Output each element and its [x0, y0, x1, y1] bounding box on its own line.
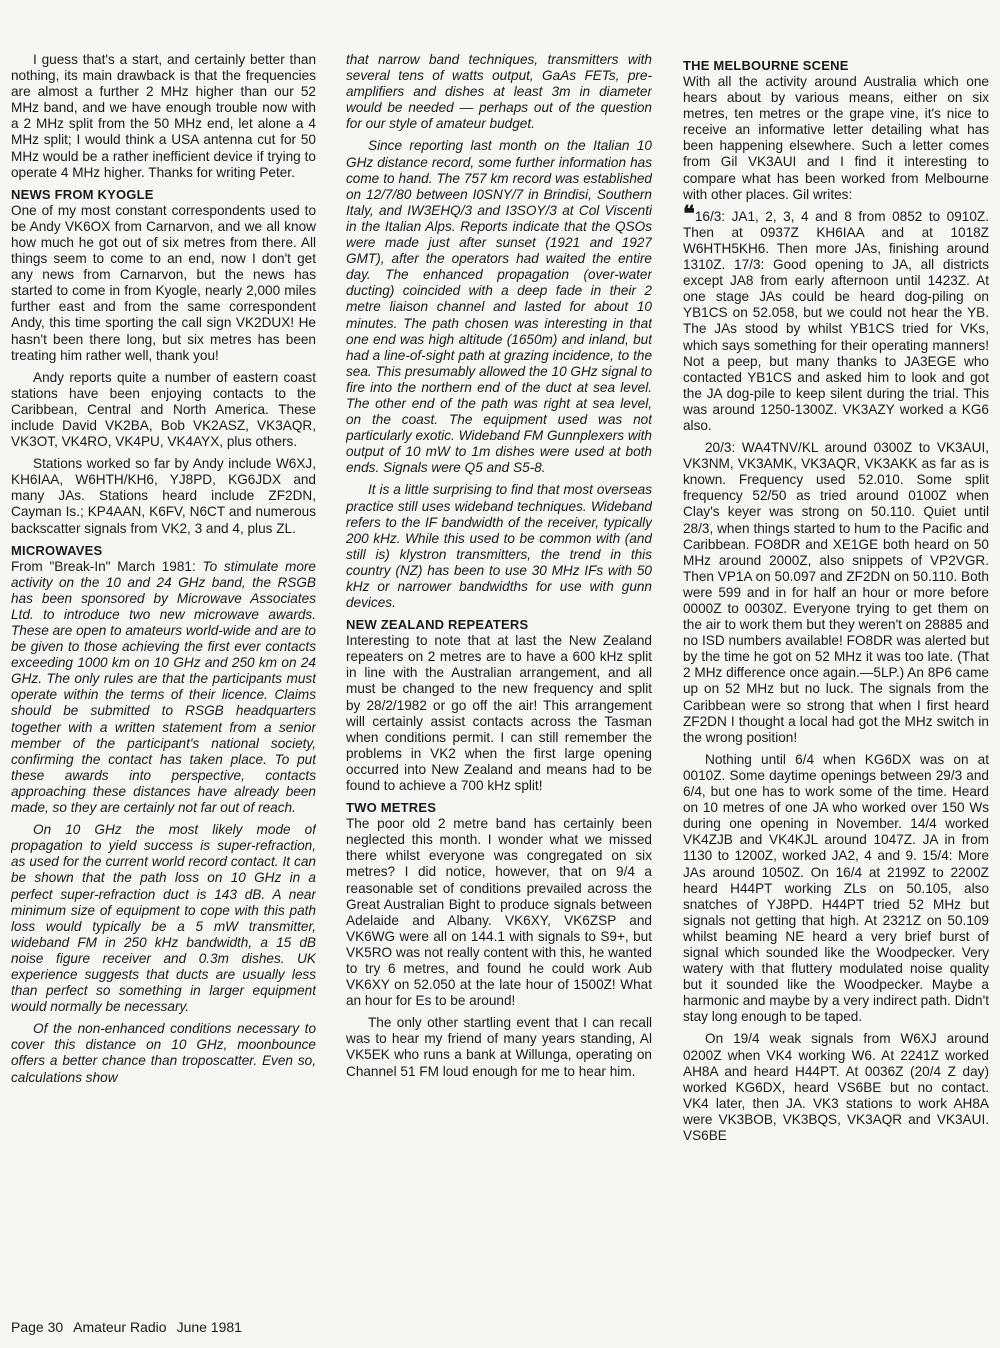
heading-melbourne-scene: THE MELBOURNE SCENE	[683, 58, 849, 73]
italian-record-paragraph: Since reporting last month on the Italian 10 GHz distance record, some further information has come to hand. The 757 km record was established on 12/7/80 between I0SNY/7 in Brindisi, Southern Italy, and IW3EHQ/3 and I3SOY/3 at Col Viscenti in the Italian Alps. Reports indicate that the QSOs were made just after sunset (1921 and 1927 GMT), after the operators had waited the entire day. The enhanced propagation (over-water ducting) coincided with a deep fade in their 2 metre liaison channel and lasted for about 10 minutes. The path chosen was interesting in that one end was high altitude (1650m) and inland, but had a line-of-sight path at grazing incidence, to the sea. This presumably allowed the 10 GHz signal to fire into the northern end of the duct at sea level. The other end of the path was right at sea level, on the coast. The equipment used was not particularly exotic. Wideband FM Gunnplexers with output of 10 mW to 1m dishes were used at both ends. Signals were Q5 and S5-8.	[346, 138, 652, 476]
column-1	[11, 52, 316, 1092]
microwaves-paragraph-2: On 10 GHz the most likely mode of propagation to yield success is super-refraction, as used for the current world record contact. It can be shown that the path loss on 10 GHz in a perfect super-refraction duct is 143 dB. A near minimum size of equipment to cope with this path loss would typically be a 5 mW transmitter, wideband FM in 250 kHz bandwidth, a 15 dB noise figure receiver and 0.3m dishes. UK experience suggests that ducts are usually less than perfect so something in larger equipment would normally be necessary.	[11, 822, 316, 1015]
letter-paragraph-16-3	[683, 200, 989, 434]
heading-microwaves: MICROWAVES	[11, 542, 103, 558]
heading-new-zealand-repeaters: NEW ZEALAND REPEATERS	[346, 617, 529, 633]
two-metres-paragraph-2: The only other startling event that I can recall was to hear my friend of many years standing, Al VK5EK who runs a bank at Willunga, operating on Channel 51 FM loud enough for me to hear him.	[346, 1015, 652, 1079]
footer-magazine-title: Amateur Radio	[73, 1319, 167, 1335]
letter-paragraph-20-3: 20/3: WA4TNV/KL around 0300Z to VK3AUI, VK3NM, VK3AMK, VK3AQR, VK3AKK as far as is known. Frequency used 52.010. Some split frequency 52/50 as tried around 0100Z when Clay's keyer was strong on 50.110. Quiet until 28/3, when things started to hum to the Pacific and Caribbean. FO8DR and XE1GE both heard on 50 MHz around 2000Z, also snippets of VP2VGR. Then VP1A on 50.097 and ZF2DN on 50.110. Both were 599 and in for half an hour or more before 0000Z to 0030Z. Everyone trying to get them on the air to work them but they weren't on 28885 and no ISD numbers available! FO8DR was alerted but by the time he got on 52 MHz it was too late. (That 2 MHz difference once again.—5LP.) An 8P6 came up on 52 MHz but no luck. The signals from the Caribbean were so strong that when I first heard ZF2DN I thought a local had got the MHz switch in the wrong position!	[683, 440, 989, 745]
heading-two-metres: TWO METRES	[346, 800, 437, 816]
letter-text-16-3: 16/3: JA1, 2, 3, 4 and 8 from 0852 to 0910Z. Then at 0937Z KH6IAA and at 1018Z W6HTH5KH6. Then more JAs, finishing around 1310Z. 17/3: Good opening to JA, all districts except JA8 from early afternoon until 1423Z. At one stage JAs could be heard dog-piling on YB1CS on 52.058, but we could not hear the YB. The JAs stood by whilst YB1CS tried for VKs, which says something for their operating manners! Not a peep, but many thanks to JA3EGE who contacted YB1CS and asked him to look and got the JA dog-pile to keep silent during the trial. This was around 1250-1300Z. VK3AZY worked a KG6 also.	[683, 208, 989, 433]
microwaves-paragraph-1	[11, 559, 316, 817]
open-quote-icon: ❝	[683, 200, 695, 227]
letter-paragraph-19-4: On 19/4 weak signals from W6XJ around 0200Z when VK4 working W6. At 2241Z worked AH8A and heard H44PT. At 0036Z (20/4 Z day) worked KG6DX, heard VS6BE but no contact. VK4 later, then JA. VK3 stations to work AH8A were VK3BOB, VK3BQS, VK3AQR and VK3AUI. VS6BE	[683, 1031, 989, 1143]
intro-paragraph: I guess that's a start, and certainly better than nothing, its main drawback is that the frequencies are almost a further 2 MHz higher than our 52 MHz band, and we have enough trouble now with a 2 MHz split from the 50 MHz end, let alone a 4 MHz split; I would think a USA antenna cut for 50 MHz would be a rather inefficient device if trying to operate 4 MHz higher. Thanks for writing Peter.	[11, 52, 316, 180]
column-3	[683, 55, 989, 1150]
footer-issue-date: June 1981	[176, 1319, 242, 1335]
microwaves-quote: To stimulate more activity on the 10 and 24 GHz band, the RSGB has been sponsored by Microwave Associates Ltd. to introduce two new microwave awards. These are open to amateurs world-wide and are to be given to those achieving the first ever contacts exceeding 1000 km on 10 GHz and 250 km on 24 GHz. The only rules are that the participants must operate within the terms of their licence. Claims should be submitted to RSGB headquarters together with a written statement from a senior member of the participant's national society, confirming the contact has taken place. To put these awards into perspective, contacts approaching these distances have already been made, so they are certainly not far out of reach.	[11, 558, 316, 816]
kyogle-paragraph-2: Andy reports quite a number of eastern coast stations have been enjoying contacts to the Caribbean, Central and North America. These include David VK2BA, Bob VK2ASZ, VK3AQR, VK3OT, VK4RO, VK4PU, VK4AYX, plus others.	[11, 369, 316, 450]
heading-news-from-kyogle: NEWS FROM KYOGLE	[11, 186, 154, 202]
microwaves-source: From "Break-In" March 1981:	[11, 558, 203, 574]
page-footer	[11, 1319, 242, 1335]
letter-paragraph-6-4: Nothing until 6/4 when KG6DX was on at 0010Z. Some daytime openings between 29/3 and 6/4, but one has to work some of the time. Heard on 10 metres of one JA who worked over 150 Ws during one opening in November. 14/4 worked VK4ZJB and VK4KJL around 1047Z. JA in from 1130 to 1200Z, worked JA2, 4 and 9. 15/4: More JAs around 1050Z. On 16/4 at 2199Z to 2200Z heard H44PT working ZLs on 50.105, also snatches of YJ8PD. H44PT tried 52 MHz but signals not getting that high. At 2321Z on 50.109 whilst beaming NE heard a very brief burst of signal which sounded like the Woodpecker. Very watery with that fluttery modulated noise quality but it sounded like the Woodpecker. Maybe a harmonic and maybe by a very indirect path. Didn't stay long enough to be taped.	[683, 751, 989, 1025]
wideband-paragraph: It is a little surprising to find that most overseas practice still uses wideband techniques. Wideband refers to the IF bandwidth of the receiver, typically 200 kHz. While this used to be common with (and still is) klystron transmitters, the trend in this country (NZ) has been to use 30 MHz IFs with 50 kHz or narrower bandwidths for use with gunn devices.	[346, 482, 652, 611]
melbourne-intro-paragraph: With all the activity around Australia which one hears about by various means, either on six metres, ten metres or the grape vine, it's nice to receive an informative letter detailing what has been happening elsewhere. Such a letter comes from Gil VK3AUI and I find it interesting to compare what has been worked from Melbourne with other places. Gil writes:	[683, 74, 989, 202]
two-metres-paragraph-1: The poor old 2 metre band has certainly been neglected this month. I wonder what we missed there whilst everyone was congregated on six metres? I did notice, however, that on 9/4 a reasonable set of conditions prevailed across the Great Australian Bight to produce signals between Adelaide and Albany. VK6XY, VK6ZSP and VK6WG were all on 144.1 with signals to S9+, but VK5RO was not really content with this, he wanted to try 6 metres, and found he could work Aub VK6XY on 52.050 at the late hour of 1500Z! What an hour for Es to be around!	[346, 816, 652, 1009]
kyogle-paragraph-1: One of my most constant correspondents used to be Andy VK6OX from Carnarvon, and we all know how much he got out of six metres from there. All things seem to come to an end, now I don't get any news from Carnarvon, but the news has started to come in from Kyogle, nearly 2,000 miles further east and from the same correspondent Andy, this time sporting the call sign VK2DUX! He hasn't been there long, but six metres has been treating him rather well, thank you!	[11, 202, 316, 363]
footer-page-number: Page 30	[11, 1319, 64, 1335]
microwaves-continued: that narrow band techniques, transmitters with several tens of watts output, GaAs FETs, pre-amplifiers and dishes at least 3m in diameter would be needed — perhaps out of the question for our style of amateur budget.	[346, 52, 652, 132]
column-2	[346, 52, 652, 1086]
kyogle-paragraph-3: Stations worked so far by Andy include W6XJ, KH6IAA, W6HTH/KH6, YJ8PD, KG6JDX and many JAs. Stations heard include ZF2DN, Cayman Is.; KP4AAN, K6FV, N6CT and numerous backscatter signals from VK2, 3 and 4, plus ZL.	[11, 456, 316, 536]
nz-repeaters-paragraph: Interesting to note that at last the New Zealand repeaters on 2 metres are to have a 600 kHz split in line with the Australian arrangement, and all must be changed to the new frequency and split by 28/2/1982 or go off the air! This arrangement will certainly assist contacts across the Tasman when conditions permit. I can still remember the problems in VK2 when the first large opening occurred into New Zealand and means had to be found to achieve a 700 kHz split!	[346, 633, 652, 794]
microwaves-paragraph-3: Of the non-enhanced conditions necessary to cover this distance on 10 GHz, moonbounce offers a better chance than troposcatter. Even so, calculations show	[11, 1021, 316, 1085]
